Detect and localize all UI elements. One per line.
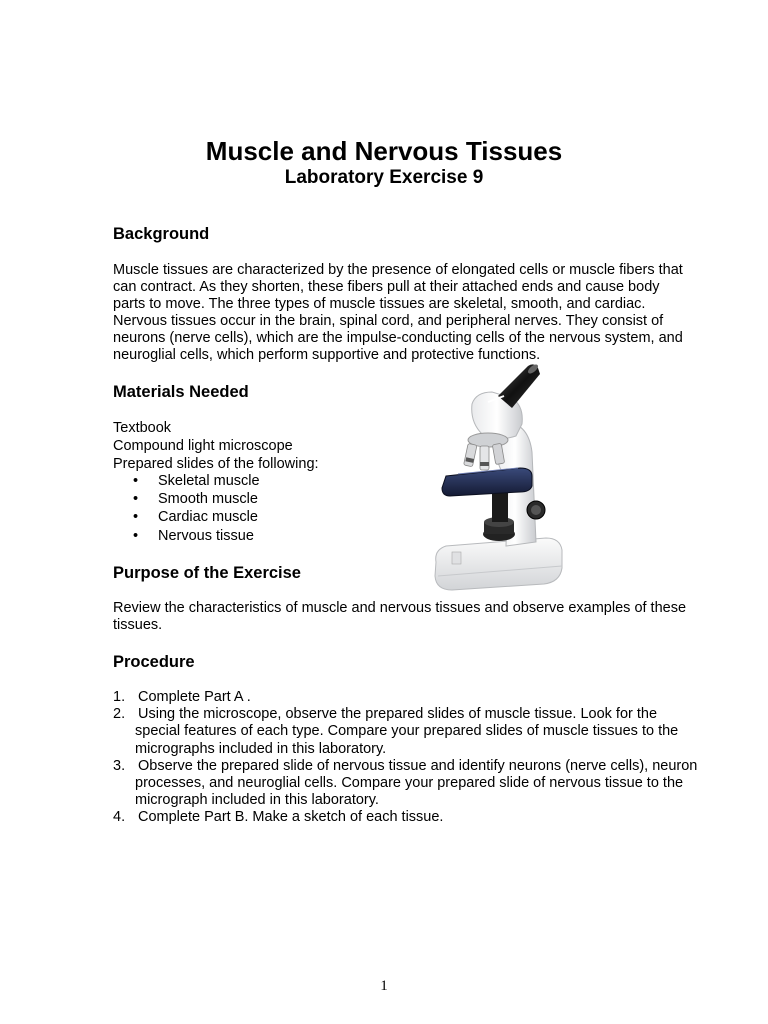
procedure-step xyxy=(113,689,697,706)
background-line: neuroglial cells, which perform supportive and protective functions. xyxy=(113,347,541,363)
step-line: micrographs included in this laboratory. xyxy=(135,740,387,757)
step-text xyxy=(135,689,697,706)
purpose-line: tissues. xyxy=(113,617,163,633)
procedure-step xyxy=(113,809,697,826)
purpose-paragraph xyxy=(113,600,723,634)
bullet-icon: • xyxy=(133,509,139,526)
background-line: can contract. As they shorten, these fibers pull at their attached ends and cause body xyxy=(113,279,660,295)
step-line: Complete Part B. Make a sketch of each tissue. xyxy=(138,809,444,826)
procedure-list xyxy=(113,689,697,827)
procedure-step xyxy=(113,706,697,758)
background-line: Muscle tissues are characterized by the presence of elongated cells or muscle fibers that xyxy=(113,262,683,278)
page-subtitle: Laboratory Exercise 9 xyxy=(284,167,484,188)
bullet-icon: • xyxy=(133,491,139,508)
list-item xyxy=(133,527,260,545)
list-item xyxy=(133,472,260,490)
materials-list xyxy=(113,419,319,473)
list-item xyxy=(133,490,260,508)
slide-label: Nervous tissue xyxy=(158,527,254,544)
step-line: micrograph included in this laboratory. xyxy=(135,792,379,809)
bullet-icon: • xyxy=(133,473,139,489)
step-number: 1. xyxy=(113,689,126,705)
microscope-icon xyxy=(428,362,568,598)
purpose-line: Review the characteristics of muscle and nervous tissues and observe examples of these xyxy=(113,600,687,616)
step-line: processes, and neuroglial cells. Compare your prepared slide of nervous tissue to the xyxy=(135,775,684,792)
slide-label: Skeletal muscle xyxy=(158,473,260,489)
materials-heading: Materials Needed xyxy=(113,383,249,401)
step-line: Observe the prepared slide of nervous tissue and identify neurons (nerve cells), neuron xyxy=(138,757,698,774)
page-number: 1 xyxy=(380,978,388,994)
step-number: 3. xyxy=(113,757,126,774)
page-title: Muscle and Nervous Tissues xyxy=(205,136,563,166)
step-line: Using the microscope, observe the prepared slides of muscle tissue. Look for the xyxy=(138,706,658,723)
material-item: Compound light microscope xyxy=(113,438,293,454)
step-number: 4. xyxy=(113,809,126,826)
background-line: Nervous tissues occur in the brain, spinal cord, and peripheral nerves. They consist of xyxy=(113,313,664,329)
procedure-heading: Procedure xyxy=(113,653,195,671)
procedure-step xyxy=(113,758,697,810)
step-number: 2. xyxy=(113,706,126,723)
list-item xyxy=(133,508,260,526)
material-item: Textbook xyxy=(113,420,172,436)
background-line: parts to move. The three types of muscle tissues are skeletal, smooth, and cardiac. xyxy=(113,296,646,312)
background-paragraph xyxy=(113,262,723,364)
background-heading: Background xyxy=(113,225,210,243)
slide-label: Smooth muscle xyxy=(158,491,258,508)
step-line: special features of each type. Compare your prepared slides of muscle tissues to the xyxy=(135,723,679,740)
slide-label: Cardiac muscle xyxy=(158,509,258,526)
step-text xyxy=(135,706,697,758)
background-line: neurons (nerve cells), which are the impulse-conducting cells of the nervous system, and xyxy=(113,330,683,346)
bullet-icon: • xyxy=(133,527,139,544)
slides-list xyxy=(133,472,260,545)
material-item: Prepared slides of the following: xyxy=(113,456,319,472)
step-line: Complete Part A . xyxy=(138,689,251,705)
step-text xyxy=(135,758,697,810)
step-text xyxy=(135,809,697,826)
purpose-heading: Purpose of the Exercise xyxy=(113,564,301,582)
